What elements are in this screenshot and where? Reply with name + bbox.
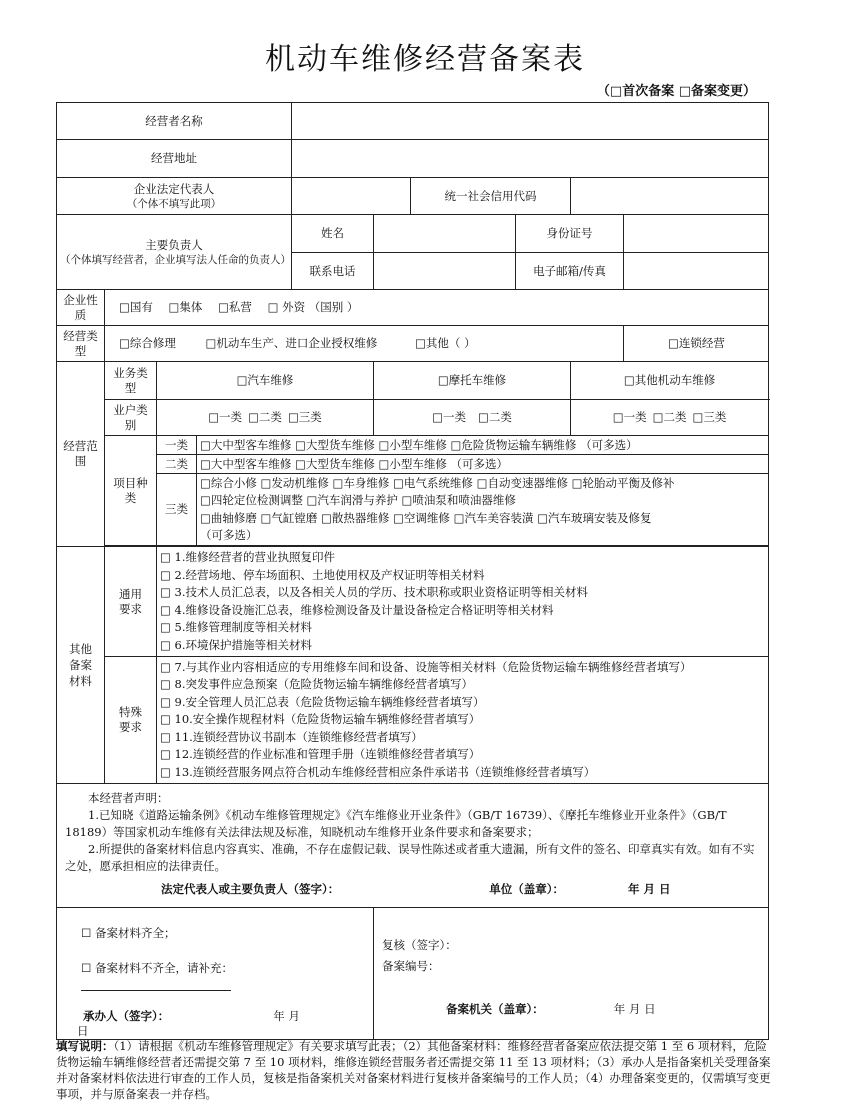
principal-note: （个体填写经营者，企业填写法人任命的负责人） [60, 253, 291, 266]
form-title: 机动车维修经营备案表 [265, 42, 585, 77]
other-classes [571, 400, 769, 436]
credit-code-label: 统一社会信用代码 [411, 178, 571, 215]
authority-date[interactable]: 年 月 日 [613, 1002, 656, 1016]
principal-title: 主要负责人 [145, 237, 203, 252]
name-label: 姓名 [292, 215, 374, 253]
record-number-label[interactable]: 备案编号： [382, 959, 440, 973]
class1-label: 一类 [157, 436, 197, 455]
incomplete-row [81, 961, 365, 991]
type-other-checkbox[interactable]: □其他（ ） [415, 336, 476, 350]
cat-car-checkbox[interactable]: □汽车维修 [157, 362, 374, 400]
household-label: 业户类别 [105, 400, 157, 436]
class3-line[interactable]: □四轮定位检测调整 □汽车润滑与养护 □喷油泵和喷油器维修 [200, 493, 516, 507]
nature-private-checkbox[interactable]: □私营 [218, 300, 252, 314]
legal-rep-title: 企业法定代表人 [133, 181, 215, 196]
material-item[interactable]: □ 12.连锁经营的作业标准和管理手册（连锁维修经营者填写） [160, 747, 481, 762]
legal-rep-note: （个体不填写此项） [126, 197, 222, 210]
special-items [157, 657, 769, 784]
car-classes [157, 400, 374, 436]
authority-seal-label[interactable]: 备案机关（盖章）： [446, 1002, 544, 1016]
phone-label: 联系电话 [292, 253, 374, 290]
business-category-label: 业务类型 [105, 362, 157, 400]
phone-field[interactable] [374, 253, 516, 290]
material-item[interactable]: □ 13.连锁经营服务网点符合机动车维修经营相应条件承诺书（连锁维修经营者填写） [160, 764, 596, 779]
general-items [157, 547, 769, 657]
nature-collective-checkbox[interactable]: □集体 [168, 300, 203, 314]
class3-label: 三类 [157, 474, 197, 546]
supplement-input[interactable] [81, 978, 231, 991]
address-field[interactable] [292, 140, 769, 178]
project-label: 项目种类 [105, 436, 157, 546]
material-item[interactable]: □ 11.连锁经营协议书副本（连锁维修经营者填写） [160, 729, 423, 744]
handler-date[interactable]: 年 月 [273, 1009, 300, 1023]
operator-name-label: 经营者名称 [57, 103, 292, 140]
notes-label: 填写说明： [56, 1039, 114, 1053]
type-chain-checkbox[interactable]: □连锁经营 [624, 326, 769, 362]
nature-foreign-checkbox[interactable]: □ 外资 （国别 ） [267, 300, 359, 314]
email-field[interactable] [624, 253, 769, 290]
car-class3-checkbox[interactable]: □三类 [287, 410, 322, 424]
type-authorized-checkbox[interactable]: □机动车生产、进口企业授权维修 [205, 336, 378, 350]
material-item[interactable]: □ 9.安全管理人员汇总表（危险货物运输车辆维修经营者填写） [160, 694, 485, 709]
declaration-sign-row [65, 881, 760, 898]
filling-instructions [56, 1038, 774, 1102]
material-item[interactable]: □ 2.经营场地、停车场面积、土地使用权及产权证明等相关材料 [160, 567, 485, 582]
car-class2-checkbox[interactable]: □二类 [248, 410, 282, 424]
handler-sign-label[interactable]: 承办人（签字）： [83, 1009, 170, 1023]
class3-line: （可多选） [200, 528, 258, 542]
record-form-table [56, 102, 769, 1040]
declaration-item-2: 2.所提供的备案材料信息内容真实、准确，不存在虚假记载、误导性陈述或者重大遗漏，所有文件的签名、印章真实有效。如有不实之处，愿承担相应的法律责任。 [65, 842, 755, 873]
scope-label: 经营范围 [57, 362, 105, 547]
special-req-text: 特殊要求 [119, 705, 142, 734]
class2-label: 二类 [157, 455, 197, 474]
enterprise-nature-label: 企业性质 [57, 290, 105, 326]
class2-items[interactable]: □大中型客车维修 □大型货车维修 □小型车维修 （可多选） [197, 455, 769, 474]
declaration [57, 784, 769, 908]
car-class1-checkbox[interactable]: □一类 [208, 410, 243, 424]
material-item[interactable]: □ 1.维修经营者的营业执照复印件 [160, 550, 335, 564]
general-req-label [105, 547, 157, 657]
class3-line[interactable]: □综合小修 □发动机维修 □车身维修 □电气系统维修 □自动变速器维修 □轮胎动平衡及修补 [200, 475, 675, 490]
legal-sign-label[interactable]: 法定代表人或主要负责人（签字）： [161, 882, 340, 896]
id-number-field[interactable] [624, 215, 769, 253]
declaration-heading: 本经营者声明： [88, 791, 169, 805]
authority-row [374, 974, 768, 1017]
handler-row [83, 1009, 365, 1024]
address-label: 经营地址 [57, 140, 292, 178]
legal-rep-label [57, 178, 292, 215]
declaration-date[interactable]: 年 月 日 [628, 882, 671, 896]
class3-line[interactable]: □曲轴修磨 □气缸镗磨 □散热器维修 □空调维修 □汽车美容装潢 □汽车玻璃安装及修复 [200, 510, 652, 525]
reviewer-sign-label[interactable]: 复核（签字）： [382, 938, 457, 952]
material-item[interactable]: □ 5.维修管理制度等相关材料 [160, 620, 312, 634]
material-item[interactable]: □ 10.安全操作规程材料（危险货物运输车辆维修经营者填写） [160, 712, 481, 727]
operator-name-field[interactable] [292, 103, 769, 140]
handler-day: 日 [77, 1024, 89, 1038]
business-type-options [105, 326, 624, 362]
notes-text: （1）请根据《机动车维修管理规定》有关要求填写此表；（2）其他备案材料：维修经营者备案应依法提交第 1 至 6 项材料，危险货物运输车辆维修经营者还需提交第 7 至 10 项材料，维修连锁经营服务者还需提交第 11 至 13 项材料；（3）承办人是指备案机关受理备案并对备案材料依法进行审查的工作人员，复核是指备案机关对备案材料进行复核并备案编号的工作人员；（4）办理备案变更的，仅需填写变更事项，并与原备案表一并存档。 [56, 1039, 771, 1101]
material-item[interactable]: □ 4.维修设备设施汇总表，维修检测设备及计量设备检定合格证明等相关材料 [160, 602, 554, 617]
filing-type-options[interactable]: （□首次备案 □备案变更） [596, 84, 756, 99]
nature-state-checkbox[interactable]: □国有 [119, 300, 153, 314]
materials-label [57, 547, 105, 784]
business-type-label: 经营类型 [57, 326, 105, 362]
name-field[interactable] [374, 215, 516, 253]
class3-items [197, 474, 769, 546]
credit-code-field[interactable] [571, 178, 769, 215]
material-item[interactable]: □ 6.环境保护措施等相关材料 [160, 637, 312, 652]
declaration-item-1: 1.已知晓《道路运输条例》《机动车维修管理规定》《汽车维修业开业条件》（GB/T 16739）、《摩托车维修业开业条件》（GB/T 18189）等国家机动车维修有关法律法规及标准，知晓机动车维修开业条件要求和备案要求； [65, 808, 727, 839]
other-class3-checkbox[interactable]: □三类 [692, 410, 727, 424]
review-left [57, 908, 374, 1040]
complete-checkbox[interactable]: ☐ 备案材料齐全； [81, 926, 176, 940]
id-number-label: 身份证号 [516, 215, 624, 253]
type-comprehensive-checkbox[interactable]: □综合修理 [119, 336, 176, 350]
legal-rep-field[interactable] [292, 178, 411, 215]
moto-class2-checkbox[interactable]: □二类 [478, 410, 512, 424]
review-right [374, 908, 769, 1040]
cat-moto-checkbox[interactable]: □摩托车维修 [374, 362, 571, 400]
material-item[interactable]: □ 3.技术人员汇总表，以及各相关人员的学历、技术职称或职业资格证明等相关材料 [160, 585, 588, 599]
material-item[interactable]: □ 7.与其作业内容相适应的专用维修车间和设备、设施等相关材料（危险货物运输车辆维修经营者填写） [160, 659, 692, 674]
principal-label [57, 215, 292, 290]
cat-other-checkbox[interactable]: □其他机动车维修 [571, 362, 769, 400]
materials-label-text: 其他备案材料 [69, 642, 92, 688]
class1-items[interactable]: □大中型客车维修 □大型货车维修 □小型车维修 □危险货物运输车辆维修 （可多选） [197, 436, 769, 455]
incomplete-checkbox[interactable]: ☐ 备案材料不齐全，请补充： [81, 961, 233, 975]
other-class2-checkbox[interactable]: □二类 [652, 410, 687, 424]
material-item[interactable]: □ 8.突发事件应急预案（危险货物运输车辆维修经营者填写） [160, 677, 473, 692]
email-label: 电子邮箱/传真 [516, 253, 624, 290]
unit-seal-label[interactable]: 单位（盖章）： [489, 882, 564, 896]
special-req-label [105, 657, 157, 784]
other-class1-checkbox[interactable]: □一类 [612, 410, 647, 424]
general-req-text: 通用要求 [119, 586, 142, 616]
moto-classes [374, 400, 571, 436]
moto-class1-checkbox[interactable]: □一类 [432, 410, 466, 424]
enterprise-nature-options [105, 290, 769, 326]
